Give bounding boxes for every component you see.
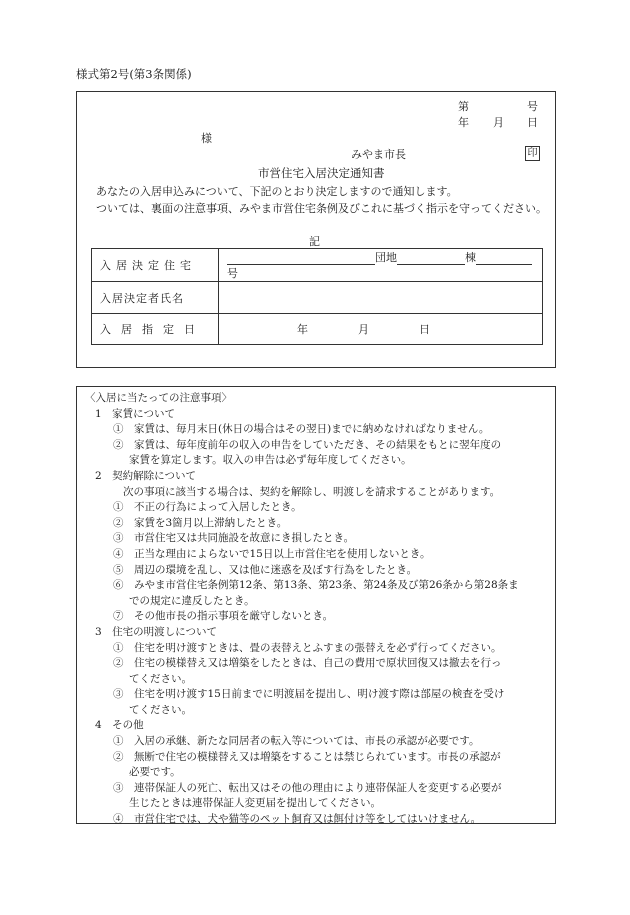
section-other-title: 4 その他 [95, 719, 144, 732]
rent-item-1: ① 家賃は、毎月末日(休日の場合はその翌日)までに納めなければなりません。 [113, 423, 490, 436]
decision-table [91, 248, 543, 345]
document-title: 市営住宅入居決定通知書 [258, 166, 385, 180]
danchi-label: 団地 [375, 251, 397, 264]
notes-heading: 〈入居に当たっての注意事項〉 [85, 392, 232, 404]
issuer-mayor: みやま市長 [351, 148, 406, 161]
gou-label: 号 [227, 267, 238, 280]
tou-label: 棟 [465, 251, 476, 264]
section-vacate-title: 3 住宅の明渡しについて [95, 625, 217, 638]
form-number-label: 様式第2号(第3条関係) [76, 67, 192, 81]
section-cancel-title: 2 契約解除について [95, 469, 196, 482]
rent-item-2-cont: 家賃を算定します。収入の申告は必ず毎年度してください。 [129, 454, 412, 467]
cancel-item-6: ⑥ みやま市営住宅条例第12条、第13条、第23条、第24条及び第26条から第28条ま [113, 579, 519, 592]
recipient-honorific: 様 [201, 132, 212, 145]
date-year: 年 [458, 116, 469, 129]
doc-number-prefix: 第 [458, 100, 469, 113]
move-in-year: 年 [297, 323, 308, 336]
seal-stamp: 印 [525, 146, 540, 161]
vacate-item-2: ② 住宅の模様替え又は増築をしたときは、自己の費用で原状回復又は撤去を行っ [113, 657, 502, 670]
notice-paragraph-2: ついては、裏面の注意事項、みやま市営住宅条例及びこれに基づく指示を守ってください。 [96, 202, 547, 215]
vacate-item-2-cont: てください。 [129, 672, 192, 685]
notice-box [76, 91, 556, 368]
other-item-2-cont: 必要です。 [129, 766, 181, 779]
vacate-item-3: ③ 住宅を明け渡す15日前までに明渡届を提出し、明け渡す際は部屋の検査を受け [113, 688, 505, 701]
move-in-day: 日 [419, 323, 430, 336]
cancel-item-6-cont: での規定に違反したとき。 [129, 594, 255, 607]
section-rent-title: 1 家賃について [95, 407, 175, 420]
cancel-item-7: ⑦ その他市長の指示事項を厳守しないとき。 [113, 610, 334, 623]
doc-number-suffix: 号 [527, 100, 538, 113]
decided-person-field [219, 282, 543, 314]
decided-housing-field [219, 249, 543, 282]
other-item-4: ④ 市営住宅では、犬や猫等のペット飼育又は餌付け等をしてはいけません。 [113, 813, 482, 826]
rent-item-2: ② 家賃は、毎年度前年の収入の申告をしていただき、その結果をもとに翌年度の [113, 438, 502, 451]
other-item-3: ③ 連帯保証人の死亡、転出又はその他の理由により連帯保証人を変更する必要が [113, 781, 502, 794]
cancel-intro: 次の事項に該当する場合は、契約を解除し、明渡しを請求することがあります。 [123, 485, 501, 498]
date-month: 月 [493, 116, 504, 129]
move-in-month: 月 [358, 323, 369, 336]
other-item-2: ② 無断で住宅の模様替え又は増築をすることは禁じられています。市長の承認が [113, 750, 501, 763]
cancel-item-2: ② 家賃を3箇月以上滞納したとき。 [113, 516, 288, 529]
label-decided-housing: 入居決定住宅 [92, 249, 219, 282]
date-day: 日 [527, 116, 538, 129]
label-move-in-date: 入居指定日 [92, 314, 219, 345]
other-item-3-cont: 生じたときは連帯保証人変更届を提出してください。 [129, 797, 381, 810]
notes-box [76, 386, 556, 824]
notice-paragraph-1: あなたの入居申込みについて、下記のとおり決定しますので通知します。 [96, 185, 458, 198]
move-in-date-field [219, 314, 543, 345]
cancel-item-4: ④ 正当な理由によらないで15日以上市営住宅を使用しないとき。 [113, 547, 431, 560]
ki-heading: 記 [309, 235, 320, 248]
vacate-item-3-cont: てください。 [129, 703, 192, 716]
label-decided-person: 入居決定者氏名 [92, 282, 219, 314]
cancel-item-3: ③ 市営住宅又は共同施設を故意にき損したとき。 [113, 532, 355, 545]
cancel-item-5: ⑤ 周辺の環境を乱し、又は他に迷惑を及ぼす行為をしたとき。 [113, 563, 418, 576]
cancel-item-1: ① 不正の行為によって入居したとき。 [113, 501, 302, 514]
other-item-1: ① 入居の承継、新たな同居者の転入等については、市長の承認が必要です。 [113, 735, 480, 748]
vacate-item-1: ① 住宅を明け渡すときは、畳の表替えとふすまの張替えを必ず行ってください。 [113, 641, 502, 654]
